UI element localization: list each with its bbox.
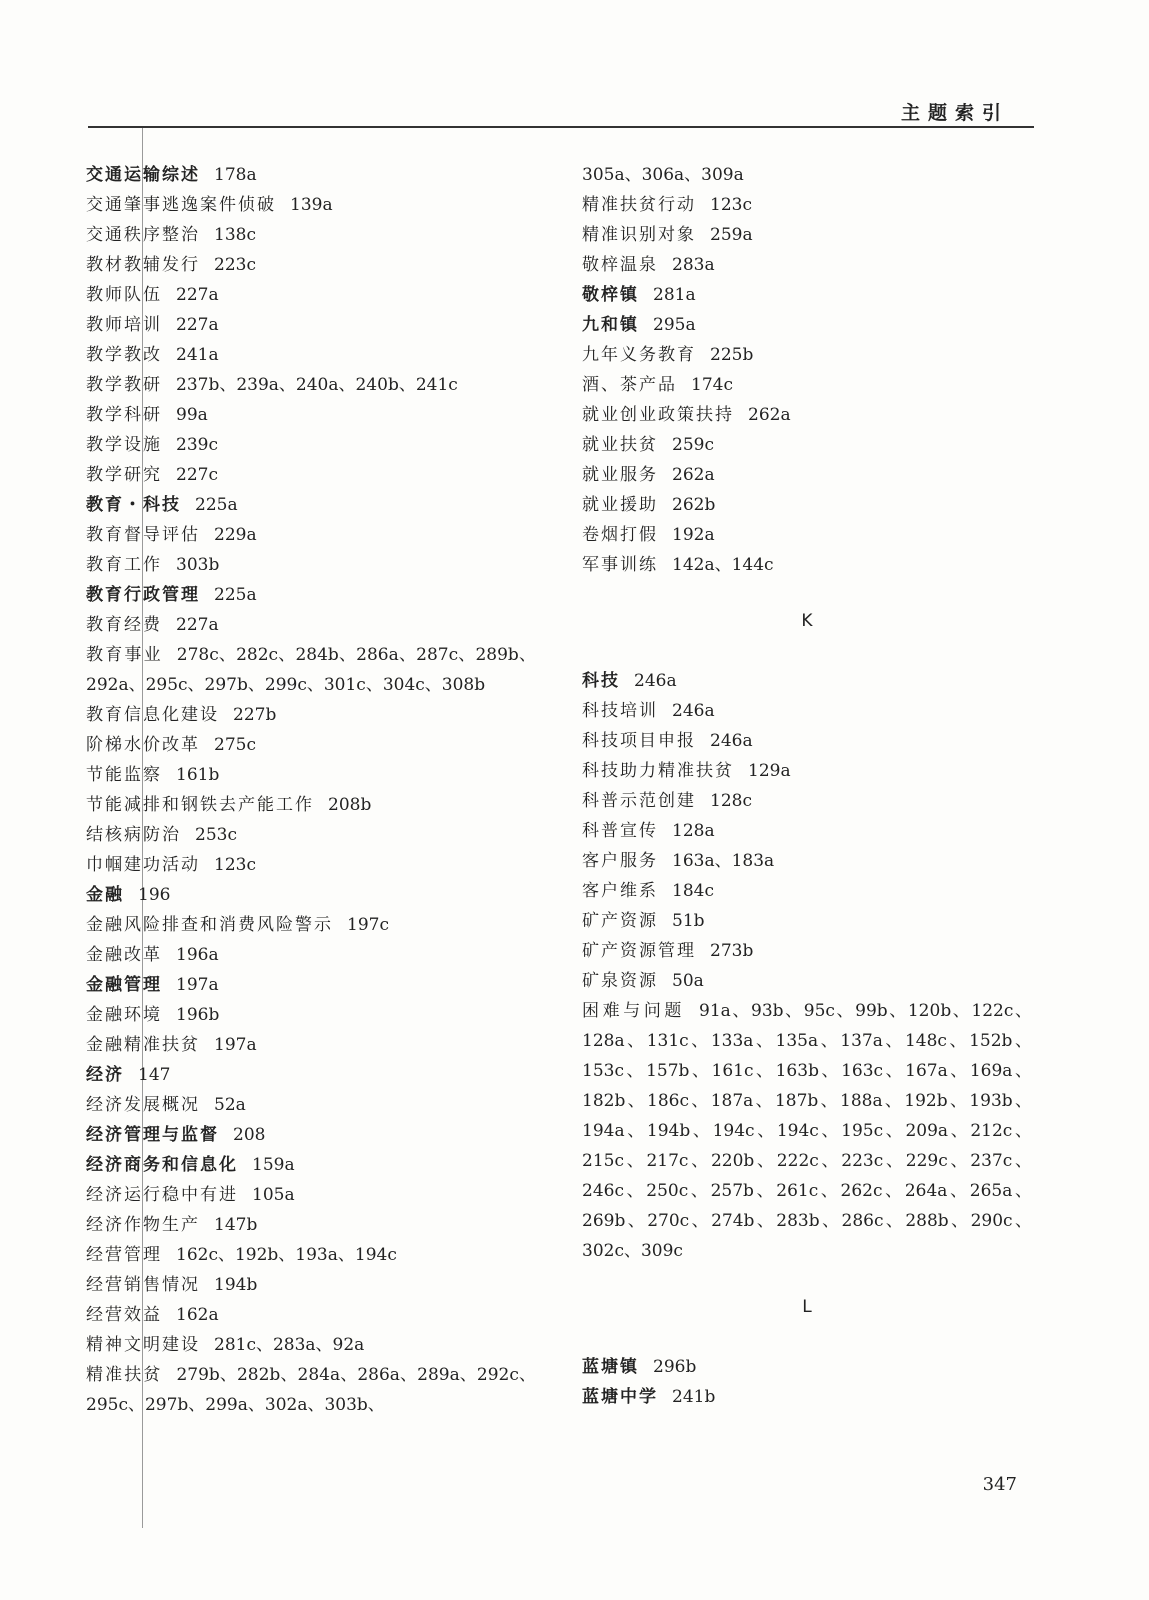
index-page-refs: 123c bbox=[710, 195, 752, 215]
index-entry bbox=[86, 550, 556, 580]
index-entry bbox=[582, 936, 1052, 966]
index-entry bbox=[86, 460, 556, 490]
index-entry bbox=[86, 730, 556, 760]
index-entry bbox=[582, 520, 1052, 550]
index-page-refs: 241b bbox=[672, 1387, 716, 1407]
index-page-refs: 225b bbox=[710, 345, 754, 365]
index-entry bbox=[86, 640, 536, 700]
index-term: 教师队伍 bbox=[86, 285, 162, 305]
index-page-refs: 128a bbox=[672, 821, 715, 841]
index-term: 科技培训 bbox=[582, 701, 658, 721]
index-term: 金融风险排查和消费风险警示 bbox=[86, 915, 333, 935]
index-page-refs: 162a bbox=[176, 1305, 219, 1325]
index-entry bbox=[582, 250, 1052, 280]
index-entry bbox=[86, 1360, 536, 1420]
index-term: 就业创业政策扶持 bbox=[582, 405, 734, 425]
index-term: 科技助力精准扶贫 bbox=[582, 761, 734, 781]
index-page-refs: 278c、282c、284b、286a、287c、289b、292a、295c、297b、299c、301c、304c、308b bbox=[86, 645, 537, 695]
index-entry bbox=[86, 1150, 556, 1180]
index-page-refs: 123c bbox=[214, 855, 256, 875]
index-entry bbox=[582, 1352, 1052, 1382]
index-entry bbox=[86, 490, 556, 520]
index-page-refs: 208 bbox=[233, 1125, 266, 1145]
index-page-refs: 51b bbox=[672, 911, 705, 931]
index-term: 教育行政管理 bbox=[86, 585, 200, 605]
index-term: 军事训练 bbox=[582, 555, 658, 575]
index-entry bbox=[86, 790, 556, 820]
index-term: 科技项目申报 bbox=[582, 731, 696, 751]
index-entry bbox=[86, 1000, 556, 1030]
index-page-refs: 129a bbox=[748, 761, 791, 781]
index-page-refs: 91a、93b、95c、99b、120b、122c、128a、131c、133a、135a、137a、148c、152b、153c、157b、161c、163b、163c、167a、169a、182b、186c、187a、187b、188a、192b、193b、194a、194b、194c、194c、195c、209a、212c、215c、217c、220b、222c、223c、229c、237c、246c、250c、257b、261c、262c、264a、265a、269b、270c、274b、283b、286c、288b、290c、302c、309c bbox=[582, 1001, 1032, 1261]
index-entry bbox=[582, 280, 1052, 310]
index-term: 教育经费 bbox=[86, 615, 162, 635]
index-page-refs: 239c bbox=[176, 435, 218, 455]
index-group-j-continued bbox=[582, 160, 1052, 580]
index-entry bbox=[86, 1180, 556, 1210]
index-page-refs: 227a bbox=[176, 615, 219, 635]
index-page-refs: 197a bbox=[176, 975, 219, 995]
index-entry bbox=[582, 550, 1052, 580]
index-page-refs: 281a bbox=[653, 285, 696, 305]
index-entry bbox=[582, 906, 1052, 936]
index-page-refs: 296b bbox=[653, 1357, 697, 1377]
index-entry bbox=[86, 610, 556, 640]
index-page-refs: 227a bbox=[176, 315, 219, 335]
index-entry bbox=[582, 400, 1052, 430]
index-term: 经济发展概况 bbox=[86, 1095, 200, 1115]
index-term: 酒、茶产品 bbox=[582, 375, 677, 395]
index-term: 就业援助 bbox=[582, 495, 658, 515]
section-letter-l: L bbox=[802, 1297, 812, 1317]
index-entry bbox=[86, 940, 556, 970]
index-page-refs: 303b bbox=[176, 555, 220, 575]
index-entry bbox=[86, 1300, 556, 1330]
index-term: 节能减排和钢铁去产能工作 bbox=[86, 795, 314, 815]
index-page-refs: 162c、192b、193a、194c bbox=[176, 1245, 397, 1265]
index-page-refs: 105a bbox=[252, 1185, 295, 1205]
index-term: 经济作物生产 bbox=[86, 1215, 200, 1235]
index-term: 客户维系 bbox=[582, 881, 658, 901]
index-term: 教育工作 bbox=[86, 555, 162, 575]
index-term: 就业服务 bbox=[582, 465, 658, 485]
index-page-refs: 194b bbox=[214, 1275, 258, 1295]
index-page-refs: 159a bbox=[252, 1155, 295, 1175]
index-entry bbox=[582, 460, 1052, 490]
index-entry bbox=[582, 876, 1052, 906]
index-entry bbox=[86, 370, 556, 400]
index-term: 客户服务 bbox=[582, 851, 658, 871]
index-entry bbox=[582, 666, 1052, 696]
index-column-right bbox=[582, 160, 1052, 1412]
index-page-refs: 142a、144c bbox=[672, 555, 774, 575]
index-entry bbox=[86, 1030, 556, 1060]
index-page-refs: 225a bbox=[214, 585, 257, 605]
index-term: 巾帼建功活动 bbox=[86, 855, 200, 875]
index-entry bbox=[582, 696, 1052, 726]
index-page-refs: 246a bbox=[672, 701, 715, 721]
index-page-refs: 275c bbox=[214, 735, 256, 755]
index-column-left bbox=[86, 160, 556, 1420]
index-entry bbox=[582, 190, 1052, 220]
index-entry bbox=[86, 970, 556, 1000]
index-term: 精神文明建设 bbox=[86, 1335, 200, 1355]
index-entry bbox=[86, 160, 556, 190]
index-page-refs: 253c bbox=[195, 825, 237, 845]
index-term: 九和镇 bbox=[582, 315, 639, 335]
index-page-refs: 184c bbox=[672, 881, 714, 901]
index-page-refs: 161b bbox=[176, 765, 220, 785]
index-term: 经营管理 bbox=[86, 1245, 162, 1265]
index-entry bbox=[86, 1090, 556, 1120]
index-entry bbox=[86, 250, 556, 280]
index-entry bbox=[86, 1240, 556, 1270]
index-page-refs: 174c bbox=[691, 375, 733, 395]
index-entry bbox=[86, 880, 556, 910]
index-page-refs: 196a bbox=[176, 945, 219, 965]
index-term: 科普宣传 bbox=[582, 821, 658, 841]
index-entry bbox=[582, 846, 1052, 876]
index-entry bbox=[86, 820, 556, 850]
index-term: 教育信息化建设 bbox=[86, 705, 219, 725]
index-page-refs: 229a bbox=[214, 525, 257, 545]
index-term: 卷烟打假 bbox=[582, 525, 658, 545]
page-number: 347 bbox=[982, 1474, 1017, 1495]
index-entry bbox=[582, 966, 1052, 996]
index-page-refs: 139a bbox=[290, 195, 333, 215]
index-entry bbox=[582, 220, 1052, 250]
index-entry bbox=[86, 760, 556, 790]
index-page-refs: 262a bbox=[672, 465, 715, 485]
index-term: 节能监察 bbox=[86, 765, 162, 785]
index-term: 金融精准扶贫 bbox=[86, 1035, 200, 1055]
index-term: 金融环境 bbox=[86, 1005, 162, 1025]
index-entry bbox=[86, 400, 556, 430]
index-entry bbox=[582, 816, 1052, 846]
index-term: 金融管理 bbox=[86, 975, 162, 995]
index-term: 矿产资源管理 bbox=[582, 941, 696, 961]
index-page-refs: 192a bbox=[672, 525, 715, 545]
index-page-refs: 128c bbox=[710, 791, 752, 811]
index-page-refs: 262b bbox=[672, 495, 716, 515]
index-page-refs: 50a bbox=[672, 971, 704, 991]
index-entry bbox=[582, 1382, 1052, 1412]
index-group-k bbox=[582, 666, 1052, 1266]
index-page-refs: 241a bbox=[176, 345, 219, 365]
index-term: 阶梯水价改革 bbox=[86, 735, 200, 755]
index-entry bbox=[86, 850, 556, 880]
index-entry bbox=[86, 1120, 556, 1150]
index-page-refs: 227c bbox=[176, 465, 218, 485]
index-page-refs: 279b、282b、284a、286a、289a、292c、295c、297b、299a、302a、303b、 bbox=[86, 1365, 536, 1415]
index-page-refs: 262a bbox=[748, 405, 791, 425]
index-entry bbox=[86, 520, 556, 550]
index-entry bbox=[86, 700, 556, 730]
index-entry bbox=[582, 726, 1052, 756]
index-entry bbox=[86, 280, 556, 310]
index-term: 敬梓温泉 bbox=[582, 255, 658, 275]
index-page-refs: 99a bbox=[176, 405, 208, 425]
index-term: 经营销售情况 bbox=[86, 1275, 200, 1295]
index-page-refs: 208b bbox=[328, 795, 372, 815]
index-term: 矿泉资源 bbox=[582, 971, 658, 991]
index-term: 蓝塘中学 bbox=[582, 1387, 658, 1407]
index-term: 经济 bbox=[86, 1065, 124, 1085]
index-entry bbox=[582, 340, 1052, 370]
index-page-refs: 196b bbox=[176, 1005, 220, 1025]
index-entry bbox=[582, 756, 1052, 786]
index-page-refs: 197c bbox=[347, 915, 389, 935]
index-entry bbox=[86, 310, 556, 340]
index-page-refs: 246a bbox=[634, 671, 677, 691]
index-term: 经营效益 bbox=[86, 1305, 162, 1325]
index-term: 经济运行稳中有进 bbox=[86, 1185, 238, 1205]
index-term: 交通肇事逃逸案件侦破 bbox=[86, 195, 276, 215]
index-page-refs: 227b bbox=[233, 705, 277, 725]
index-term: 科技 bbox=[582, 671, 620, 691]
index-page-refs: 52a bbox=[214, 1095, 246, 1115]
index-page-refs: 237b、239a、240a、240b、241c bbox=[176, 375, 458, 395]
index-page-refs: 246a bbox=[710, 731, 753, 751]
index-term: 精准扶贫 bbox=[86, 1365, 163, 1385]
index-entry bbox=[86, 1330, 556, 1360]
section-letter-k: K bbox=[801, 611, 813, 631]
index-entry bbox=[582, 370, 1052, 400]
index-page-refs: 305a、306a、309a bbox=[582, 165, 744, 185]
index-page-refs: 259c bbox=[672, 435, 714, 455]
index-entry bbox=[582, 430, 1052, 460]
index-page-refs: 227a bbox=[176, 285, 219, 305]
index-page-refs: 178a bbox=[214, 165, 257, 185]
index-page-refs: 295a bbox=[653, 315, 696, 335]
index-page-refs: 196 bbox=[138, 885, 171, 905]
index-term: 就业扶贫 bbox=[582, 435, 658, 455]
index-term: 困难与问题 bbox=[582, 1001, 686, 1021]
index-term: 结核病防治 bbox=[86, 825, 181, 845]
index-page-refs: 163a、183a bbox=[672, 851, 775, 871]
index-entry bbox=[86, 1210, 556, 1240]
index-term: 敬梓镇 bbox=[582, 285, 639, 305]
index-term: 矿产资源 bbox=[582, 911, 658, 931]
index-entry bbox=[86, 220, 556, 250]
index-page-refs: 281c、283a、92a bbox=[214, 1335, 365, 1355]
index-page-refs: 283a bbox=[672, 255, 715, 275]
index-entry bbox=[582, 310, 1052, 340]
index-page-refs: 259a bbox=[710, 225, 753, 245]
header-rule bbox=[88, 126, 1034, 128]
index-entry bbox=[582, 786, 1052, 816]
index-entry bbox=[86, 1060, 556, 1090]
index-entry bbox=[582, 996, 1032, 1266]
index-page-refs: 138c bbox=[214, 225, 256, 245]
index-term: 教育事业 bbox=[86, 645, 163, 665]
index-group-l bbox=[582, 1352, 1052, 1412]
index-entry bbox=[86, 1270, 556, 1300]
index-term: 蓝塘镇 bbox=[582, 1357, 639, 1377]
index-term: 教育・科技 bbox=[86, 495, 181, 515]
index-entry bbox=[86, 580, 556, 610]
index-term: 教学研究 bbox=[86, 465, 162, 485]
index-term: 教师培训 bbox=[86, 315, 162, 335]
index-term: 教材教辅发行 bbox=[86, 255, 200, 275]
index-term: 教学科研 bbox=[86, 405, 162, 425]
index-page-refs: 147 bbox=[138, 1065, 171, 1085]
index-term: 交通运输综述 bbox=[86, 165, 200, 185]
index-term: 精准扶贫行动 bbox=[582, 195, 696, 215]
index-term: 金融改革 bbox=[86, 945, 162, 965]
index-term: 九年义务教育 bbox=[582, 345, 696, 365]
index-page-refs: 273b bbox=[710, 941, 754, 961]
index-entry bbox=[582, 490, 1052, 520]
index-term: 交通秩序整治 bbox=[86, 225, 200, 245]
index-term: 教学设施 bbox=[86, 435, 162, 455]
index-entry bbox=[582, 160, 1052, 190]
index-term: 科普示范创建 bbox=[582, 791, 696, 811]
index-page-refs: 223c bbox=[214, 255, 256, 275]
index-page-refs: 147b bbox=[214, 1215, 258, 1235]
index-page-refs: 225a bbox=[195, 495, 238, 515]
index-term: 金融 bbox=[86, 885, 124, 905]
index-term: 教育督导评估 bbox=[86, 525, 200, 545]
index-term: 教学教改 bbox=[86, 345, 162, 365]
index-entry bbox=[86, 340, 556, 370]
index-term: 经济商务和信息化 bbox=[86, 1155, 238, 1175]
index-term: 精准识别对象 bbox=[582, 225, 696, 245]
index-entry bbox=[86, 910, 556, 940]
index-page-refs: 197a bbox=[214, 1035, 257, 1055]
index-entry bbox=[86, 190, 556, 220]
index-entry bbox=[86, 430, 556, 460]
page-title: 主题索引 bbox=[900, 102, 1009, 124]
index-term: 经济管理与监督 bbox=[86, 1125, 219, 1145]
index-term: 教学教研 bbox=[86, 375, 162, 395]
